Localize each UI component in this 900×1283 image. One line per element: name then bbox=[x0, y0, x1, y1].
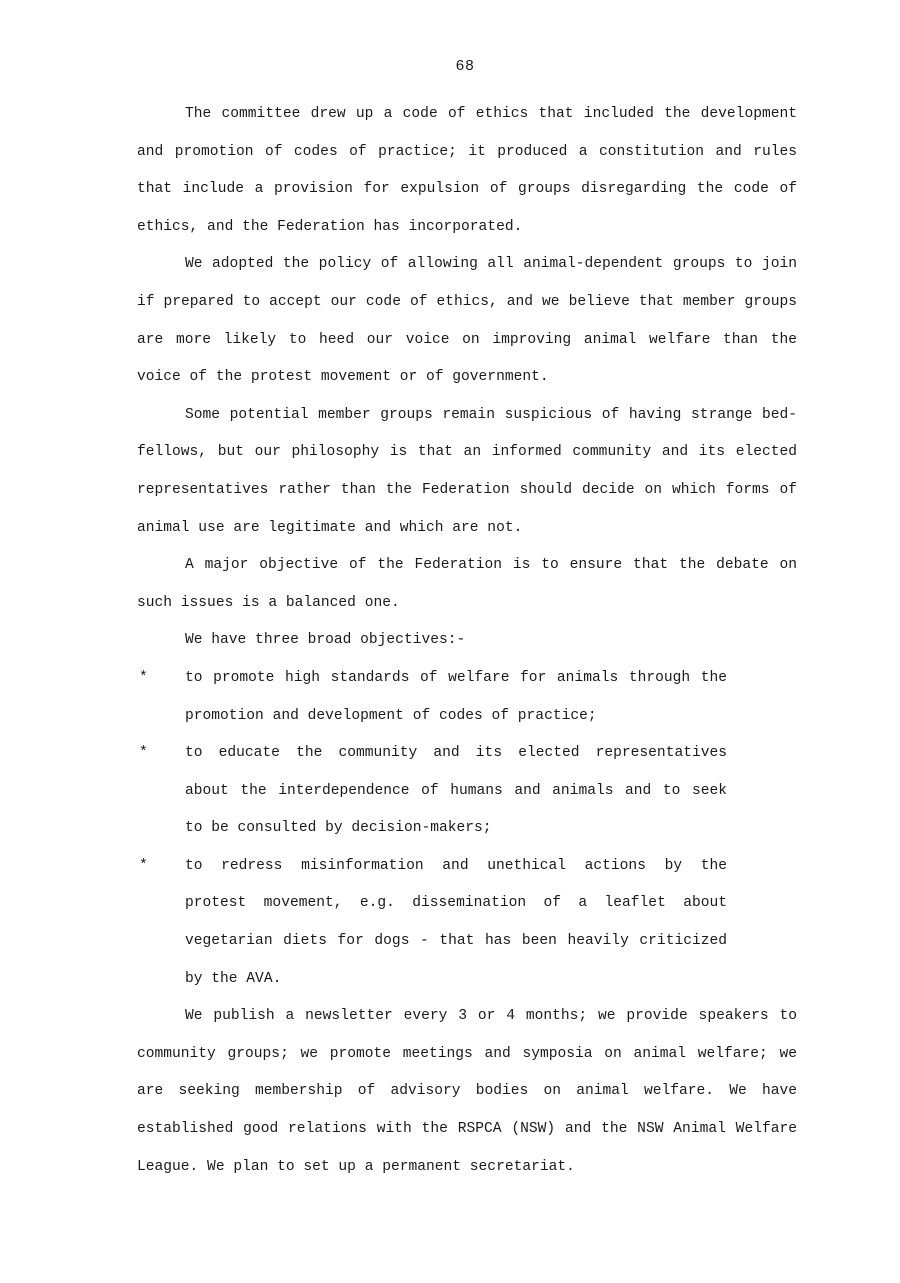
paragraph-activities: We publish a newsletter every 3 or 4 months; we provide speakers to community groups; we promote meetings and symposia on animal welfare; we are seeking membership of advisory bodies on animal welfare. We have established good relations with the RSPCA (NSW) and the NSW Animal Welfare League. We plan to set up a permanent secretariat. bbox=[137, 1008, 797, 1175]
list-item-text: to redress misinformation and unethical actions by the protest movement, e.g. dissemination of a leaflet about vegetarian diets for dogs - that has been heavily criticized by the AVA. bbox=[185, 857, 727, 987]
paragraph-philosophy: Some potential member groups remain suspicious of having strange bed-fellows, but our philosophy is that an informed community and its elected representatives rather than the Federation should decide on which forms of animal use are legitimate and which are not. bbox=[137, 406, 797, 536]
paragraph-major-objective: A major objective of the Federation is to ensure that the debate on such issues is a balanced one. bbox=[137, 557, 797, 611]
bullet-icon: * bbox=[139, 669, 148, 686]
paragraph-code-of-ethics: The committee drew up a code of ethics that included the development and promotion of codes of practice; it produced a constitution and rules that include a provision for expulsion of groups disregarding the code of ethics, and the Federation has incorporated. bbox=[137, 106, 797, 235]
objectives-list bbox=[137, 660, 797, 998]
bullet-icon: * bbox=[139, 857, 148, 874]
list-item-text: to promote high standards of welfare for animals through the promotion and development of codes of practice; bbox=[185, 669, 727, 724]
document-body bbox=[137, 96, 797, 1186]
list-item-text: to educate the community and its elected representatives about the interdependence of humans and animals and to seek to be consulted by decision-makers; bbox=[185, 745, 727, 837]
bullet-icon: * bbox=[139, 745, 148, 762]
list-item bbox=[137, 660, 797, 735]
paragraph-membership-policy: We adopted the policy of allowing all animal-dependent groups to join if prepared to accept our code of ethics, and we believe that member groups are more likely to heed our voice on improving animal welfare than the voice of the protest movement or of government. bbox=[137, 256, 797, 386]
page-number: 68 bbox=[455, 58, 475, 75]
list-item bbox=[137, 735, 797, 848]
list-item bbox=[137, 848, 797, 998]
paragraph-objectives-intro: We have three broad objectives:- bbox=[185, 632, 466, 649]
